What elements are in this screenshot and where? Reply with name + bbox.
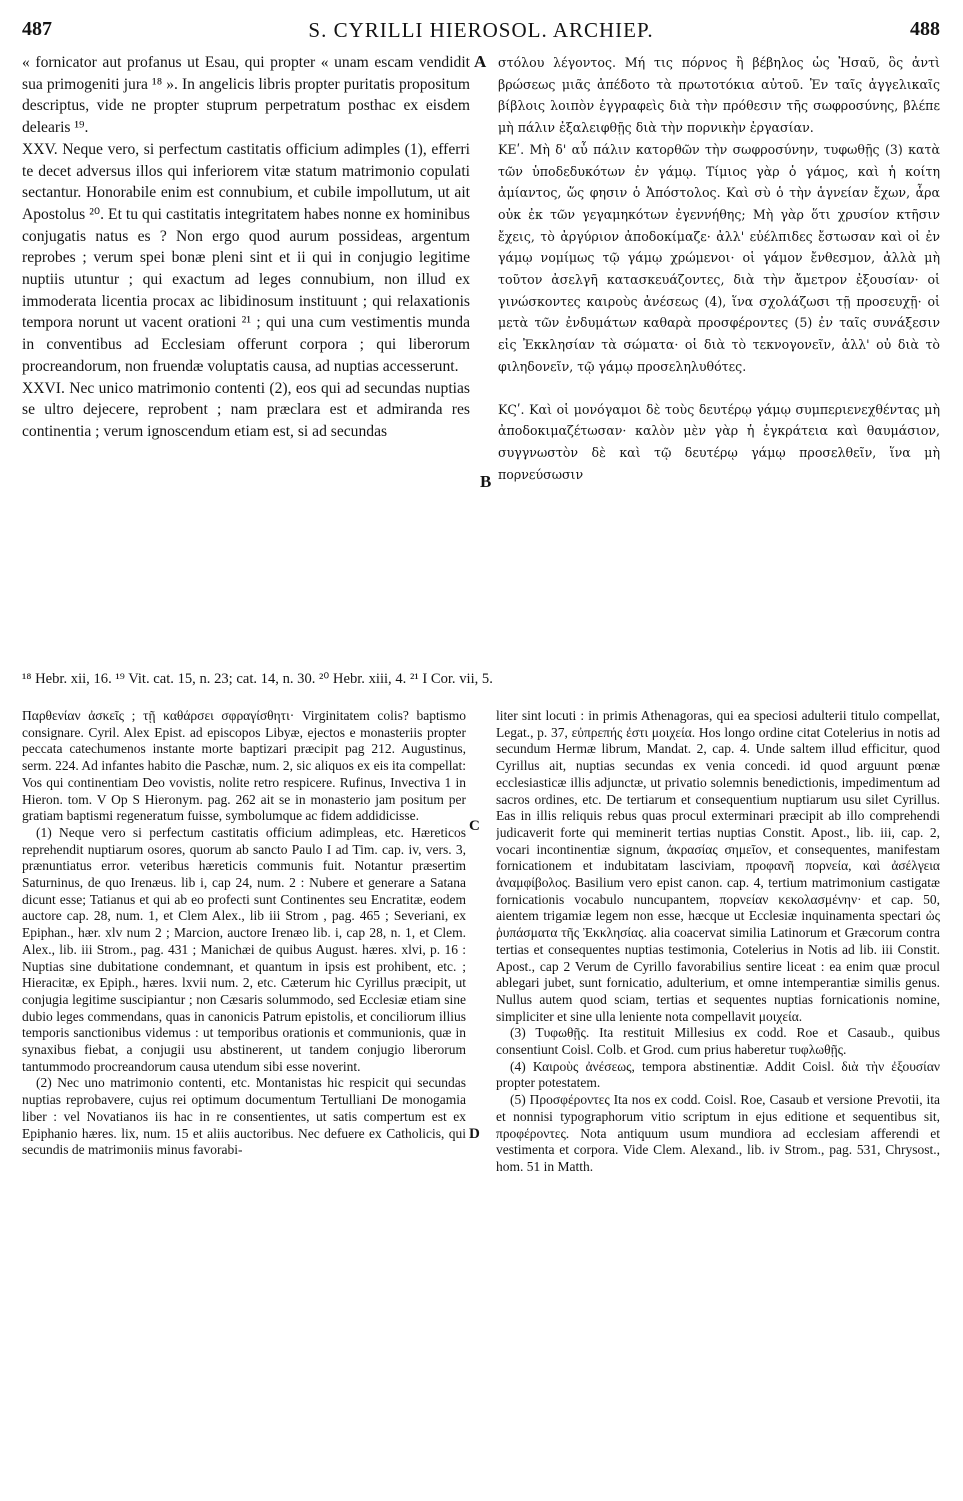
margin-marker-c: C: [469, 818, 480, 834]
greek-paragraph-3: ΚϚʹ. Καὶ οἱ μονόγαμοι δὲ τοὺς δευτέρῳ γάμῳ συμπεριενεχθέντας μὴ ἀποδοκιμαζέτωσαν· καλὸν μὲν γὰρ ἡ ἐγκράτεια καὶ θαυμάσιον, συγγνωστὸν δὲ καὶ τῷ δευτέρῳ γάμῳ προσελθεῖν, ἵνα μὴ πορνεύσωσιν: [498, 401, 940, 482]
commentary-right-column: [496, 708, 940, 1176]
greek-paragraph-1: στόλου λέγοντος. Μή τις πόρνος ἢ βέβηλος ὡς Ἠσαῦ, ὃς ἀντὶ βρώσεως μιᾶς ἀπέδοτο τὰ πρωτοτόκια αὐτοῦ. Ἐν ταῖς ἀγγελικαῖς βίβλοις λοιπὸν ἐγγραφεὶς διὰ τὴν πρόθεσιν τῆς σωφροσύνης, βλέπε μὴ πάλιν ἐξαλειφθῇς διὰ τὴν πορνικὴν ἐργασίαν.: [498, 55, 940, 136]
page-number-left: 487: [22, 18, 52, 40]
greek-column: [498, 52, 940, 485]
commentary-right-2: (3) Τυφωθῇς. Ita restituit Millesius ex codd. Roe et Casaub., quibus consentiunt Coisl. Colb. et Grod. cum prius haberetur τυφλωθῇς.: [496, 1025, 940, 1058]
margin-marker-d: D: [469, 1126, 480, 1142]
commentary: [22, 708, 940, 1488]
commentary-left-3: (2) Nec uno matrimonio contenti, etc. Montanistas hic respicit qui secundas nuptias reprobavere, cujus rei optimum documentum Tertulliani De monogamia liber : vel Novatianos iis hac in re consentientes, ut satis compertum est ex Epiphanio hæres. lix, num. 15 et aliis auctoribus. Nec defuere ex Catholicis, qui secundis de matrimoniis minus favorabi-: [22, 1075, 466, 1158]
page: [22, 18, 940, 1488]
margin-marker-a: A: [474, 52, 487, 71]
latin-column: [22, 52, 470, 443]
running-header: [22, 18, 940, 52]
commentary-left-2: (1) Neque vero si perfectum castitatis officium adimpleas, etc. Hæreticos reprehendit nuptiarum osores, quorum ab sancto Paulo I ad Tim. cap. iv, vers. 3, prænuntiatus error. veteribus hæreticis communis fuit. Notantur præsertim Saturninus, de quo Irenæus. lib i, cap 24, num. 2 : Nubere et generare a Satana dicunt esse; Tatianus et qui ab eo profecti sunt Continentes seu Encratitæ, eodem auctore cap. 28, num. 1, et Clem Alex., lib iii Strom , pag. 465 ; Severiani, ex Epiphan., hær. xlv num 2 ; Marcion, auctore Irenæo lib. i, cap 28, n. 1, et Clem. Alex., lib. iii Strom., pag. 431 ; Manichæi de quibus August. hæres. xlvi, p. 16 : Nuptias sine dubitatione condemnant, et quantum in ipsis est prohibent, etc. ; Hieracitæ, ex Epiph., hæres. lxvii num. 2, etc. Cæterum hic Cyrillus præcipit, ut conjugia legitime suscipiantur ; non Cæsaris solummodo, sed Ecclesiæ etiam sine dubio leges commendans, quas in canonicis Patrum epistolis, et conciliorum illius temporis sanctionibus videmus : ut temporibus orationis et communionis, quæ in synaxibus fiebat, a conjugii usu abstinerent, ut tandem conjugio liberorum tantummodo procreandorum causa utendum sibi esse noverint.: [22, 824, 466, 1074]
commentary-right-3: (4) Καιροὺς ἀνέσεως, tempora abstinentiæ. Addit Coisl. διὰ τὴν ἐξουσίαν propter potestatem.: [496, 1058, 940, 1091]
scripture-notes: ¹⁸ Hebr. xii, 16. ¹⁹ Vit. cat. 15, n. 23; cat. 14, n. 30. ²⁰ Hebr. xiii, 4. ²¹ I Cor. vii, 5.: [22, 671, 493, 687]
commentary-left-column: [22, 708, 466, 1159]
main-text: [22, 52, 940, 662]
running-title: S. CYRILLI HIEROSOL. ARCHIEP.: [308, 18, 654, 42]
page-number-right: 488: [910, 18, 940, 40]
commentary-right-4: (5) Προσφέροντες Ita nos ex codd. Coisl. Roe, Casaub et versione Prevotii, ita et nonnisi typographorum vitio scriptum in ejus editione et sequentibus sit, προφέροντες. Nota antiquum usum mundiora ad ecclesiam afferendi et vestimenta et corpora. Vide Clem. Alexand., lib. iv Strom., pag. 531, Chrysost., hom. 51 in Matth.: [496, 1092, 940, 1174]
greek-paragraph-2: ΚΕʹ. Μὴ δ' αὖ πάλιν κατορθῶν τὴν σωφροσύνην, τυφωθῇς (3) κατὰ τῶν ὑποδεδυκότων ἐν γάμῳ. Τίμιος γὰρ ὁ γάμος, καὶ ἡ κοίτη ἀμίαντος, ὥς φησιν ὁ Ἀπόστολος. Καὶ σὺ ὁ τὴν ἁγνείαν ἔχων, ἆρα οὐκ ἐκ τῶν γεγαμηκότων ἐγεννήθης; Μὴ γὰρ ὅτι χρυσίον κτῆσιν ἔχεις, τὸ ἀργύριον ἀποδοκίμαζε· ἀλλ' εὐέλπιδες ἔστωσαν καὶ οἱ ἐν γάμῳ νομίμως τῷ γάμῳ χρώμενοι· οἱ γάμον ἔνθεσμον, ἀλλὰ μὴ τοῦτον ἀσελγῆ κατασκευάζοντες, διὰ τὴν ἄμετρον ἐξουσίαν· οἱ γινώσκοντες καιροὺς ἀνέσεως (4), ἵνα σχολάζωσι τῇ προσευχῇ· οἱ μετὰ τῶν ἐνδυμάτων καθαρὰ προσφέροντες (5) ἐν ταῖς συνάξεσιν εἰς Ἐκκλησίαν τὰ σώματα· οἱ διὰ τὸ τεκνογονεῖν, ἀλλ' οὐ διὰ τὸ φιληδονεῖν, τῷ γάμῳ προσεληλυθότες.: [498, 141, 940, 374]
latin-paragraph-1: « fornicator aut profanus ut Esau, qui propter « unam escam vendidit sua primogeniti jura ¹⁸ ». In angelicis libris propter puritatis propositum descriptus, vide ne propter stuprum perpetratum posthac ex eisdem delearis ¹⁹.: [22, 54, 470, 137]
latin-paragraph-3: XXVI. Nec unico matrimonio contenti (2), eos qui ad secundas nuptias se ultro dejecere, reprobent ; nam præclara est et admiranda res continentia ; verum ignoscendum etiam est, si ad secundas: [22, 379, 470, 440]
latin-paragraph-2: XXV. Neque vero, si perfectum castitatis officium adimples (1), efferri te decet adversus illos qui inferiorem vitæ statum matrimonio copulati sectantur. Honorabile enim est connubium, et cubile impollutum, ut ait Apostolus ²⁰. Et tu qui castitatis integritatem habes nonne ex hominibus conjugatis natus es ? Non ergo quod aurum possideas, argentum reprobes ; verum spei bonæ pleni sint et ii qui in conjugio legitime nuptiis utuntur ; qui exactum ad leges connubium, non illud ex immoderata licentia procax ac libidinosum instituunt ; qui relaxationis tempora norunt ut vacent orationi ²¹ ; qui una cum vestimentis munda in conventibus ad Ecclesiam offerunt corpora ; qui liberorum procreandorum, non fruendæ voluptatis causa, ad nuptias accesserunt.: [22, 140, 470, 375]
margin-marker-b: B: [480, 472, 492, 491]
commentary-left-1: Παρθενίαν ἀσκεῖς ; τῇ καθάρσει σφραγίσθητι· Virginitatem colis? baptismo consignare. Cyril. Alex Epist. ad episcopos Libyæ, ejectos e monasteriis propter peccata catechumenos instante morte baptizari præcipit pag 212. Augustinus, serm. 224. Ad infantes habito die Paschæ, num. 2, sic aliquos ex eis ita compellat: Vos qui continentiam Deo vovistis, nolite retro respicere. Rufinus, Invectiva 1 in Hieron. tom. V Op S Hieronym. pag. 262 ait se in monasterio jam positum per gratiam baptismi regeneratum fuisse, symbolumque ac fidem addidicisse.: [22, 708, 466, 824]
commentary-right-1: liter sint locuti : in primis Athenagoras, qui ea speciosi adulterii titulo compellat, Legat., p. 37, εὐπρεπής ἐστι μοιχεία. Hos longo ordine citat Cotelerius in notis ad secundum Hermæ librum, Mandat. 2, cap. 4. Unde saltem illud efficitur, quod Cyrillus ait, nuptias secundas ex venia concedi. id quod arguunt pœnæ ecclesiasticæ illis adjunctæ, ut privatio solemnis benedictionis, impedimentum ad sacros ordines, etc. De tertiarum et consequentium nuptiarum usu silet Cyrillus. Eas in illis reliquis rebus quas procul exterminari præcipit ab illo comprehendi judicaverit forte qui meminerit tertias nuptias Constit. Apost., lib. iii, cap. 2, vocari incontinentiæ signum, ἀκρασίας σημεῖον, et consequentes, manifestam fornicationem et indubitatam lasciviam, προφανῆ πορνεία, καὶ ἀσέλγεια ἀναμφίβολος. Basilium vero epist canon. cap. 4, tertium matrimonium castigatæ fornicationis vocabulo nuncupantem, πορνείαν κεκολασμένην· et cap. 50, aientem trigamiæ legem non esse, hæcque ut Ecclesiæ inquinamenta spectari ὡς ῥυπάσματα τῆς Ἐκκλησίας. alia coacervat similia Latinorum et Græcorum contra tertias et consequentes nuptias testimonia, Cotelerius in Notis ad lib. iii Constit. Apost., cap 2 Verum de Cyrillo favorabilius sentire liceat : ea enim quæ procul ablegari jubet, sunt fornicatio, adulterium, et omne intemperantiæ similis genus. Nullus autem quod sciam, tertias et sequentes nuptias fornicationis nomine, simpliciter et sine ulla leniente nota compellavit μοιχεία.: [496, 708, 940, 1024]
